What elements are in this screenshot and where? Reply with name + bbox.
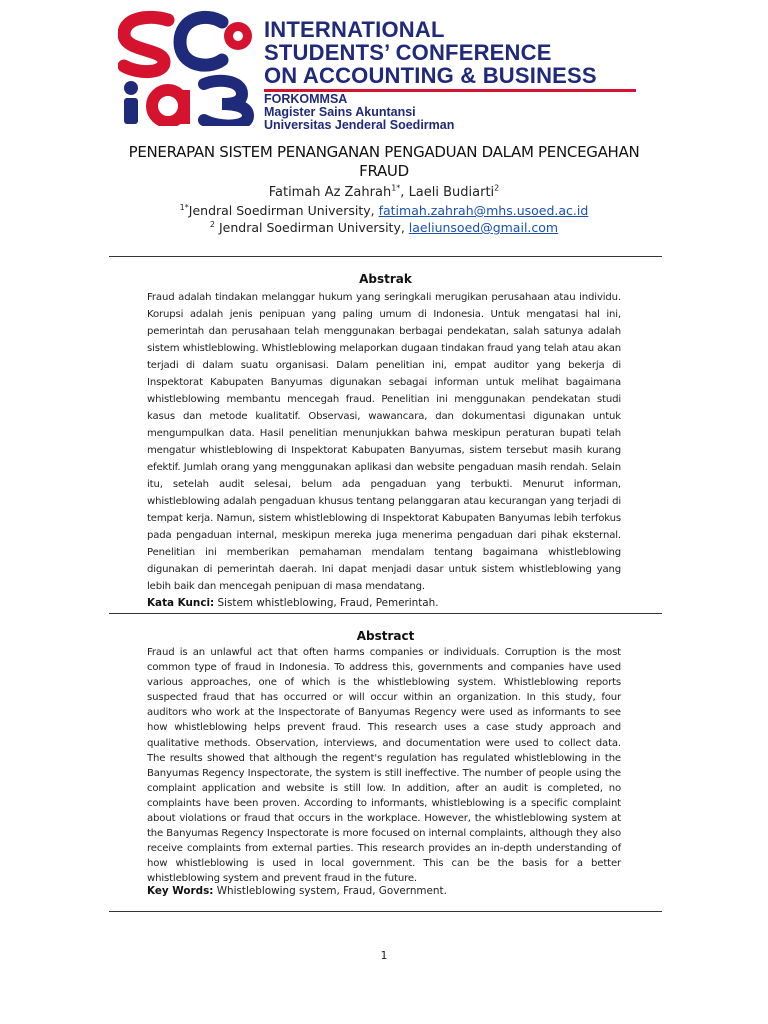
paper-title-block: [100, 143, 668, 236]
abstrak-keywords: [147, 596, 621, 610]
author-superscript: 2: [494, 183, 500, 193]
conference-title: [264, 18, 634, 87]
abstract-keywords: [147, 884, 621, 898]
author-email-link[interactable]: laeliunsoed@gmail.com: [408, 220, 559, 235]
affiliation-1: [100, 202, 668, 219]
conference-header: [118, 8, 638, 132]
iscab-logo: [118, 8, 258, 126]
conference-title-line-3: ON ACCOUNTING & BUSINESS: [264, 63, 597, 88]
organizer-line-2: Magister Sains Akuntansi: [264, 105, 416, 119]
keywords-label: Key Words:: [147, 885, 214, 897]
conference-organizer: [264, 93, 636, 132]
affiliation-text: Jendral Soedirman University,: [215, 220, 409, 235]
author-list: [100, 184, 668, 202]
affiliation-superscript: 1*: [179, 202, 189, 212]
affiliation-text: Jendral Soedirman University,: [188, 203, 379, 218]
abstrak-heading: Abstrak: [359, 272, 412, 286]
author-name: Laeli Budiarti: [408, 185, 495, 200]
conference-title-line-2: STUDENTS’ CONFERENCE: [264, 40, 552, 65]
abstract-heading: Abstract: [356, 629, 415, 643]
paper-title-line-1: PENERAPAN SISTEM PENANGANAN PENGADUAN DALAM PENCEGAHAN: [128, 143, 640, 161]
abstract-text: Fraud is an unlawful act that often harms companies or individuals. Corruption is the most common type of fraud in Indonesia. To address this, governments and companies have used various approaches, one of which is the whistleblowing system. Whistleblowing reports suspected fraud that has occurred or will occur within an organization. In this study, four auditors who work at the Inspectorate of Banyumas Regency were used as informants to see how whistleblowing helps prevent fraud. This research uses a case study approach and qualitative methods. Observation, interviews, and documentation were used to collect data. The results showed that although the regent's regulation has regulated whistleblowing in the Banyumas Regency Inspectorate, the system is still ineffective. The number of people using the complaint application and website is still low. In addition, after an audit is completed, no complaints have been proven. According to informants, whistleblowing is a specific complaint about violations or fraud that occurs in the workplace. However, the whistleblowing system at the Banyumas Regency Inspectorate is more focused on internal complaints, although they also receive complaints from external parties. This research provides an in-depth understanding of how whistleblowing is used in local government. This can be the basis for a better whistleblowing system and prevent fraud in the future.: [147, 647, 621, 885]
page-number: 1: [380, 949, 388, 962]
keywords-label: Kata Kunci:: [147, 597, 215, 609]
affiliation-2: [100, 219, 668, 236]
paper-title-line-2: FRAUD: [359, 162, 409, 180]
abstract-body: [147, 645, 621, 887]
abstrak-body: [147, 289, 621, 595]
keywords-value: Whistleblowing system, Fraud, Government.: [213, 885, 447, 897]
conference-title-line-1: INTERNATIONAL: [264, 17, 445, 42]
author-superscript: 1*: [391, 183, 401, 193]
paper-title: [100, 143, 668, 181]
organizer-line-1: FORKOMMSA: [264, 92, 348, 106]
affiliation-superscript: 2: [209, 219, 215, 229]
divider: [109, 256, 662, 257]
divider: [109, 911, 662, 912]
author-name: Fatimah Az Zahrah: [268, 185, 392, 200]
abstrak-text: Fraud adalah tindakan melanggar hukum yang seringkali merugikan perusahaan atau individu. Korupsi adalah jenis penipuan yang paling umum di Indonesia. Untuk mengatasi hal ini, pemerintah dan perusahaan telah menggunakan berbagai pendekatan, salah satunya adalah sistem whistleblowing. Whistleblowing melaporkan dugaan tindakan fraud yang telah atau akan terjadi di dalam suatu organisasi. Dalam penelitian ini, empat auditor yang bekerja di Inspektorat Kabupaten Banyumas digunakan sebagai informan untuk melihat bagaimana whistleblowing membantu mencegah fraud. Penelitian ini menggunakan pendekatan studi kasus dan metode kualitatif. Observasi, wawancara, dan dokumentasi digunakan untuk mengumpulkan data. Hasil penelitian menunjukkan bahwa meskipun peraturan bupati telah mengatur whistleblowing di Inspektorat Kabupaten Banyumas, sistem tersebut masih kurang efektif. Jumlah orang yang menggunakan aplikasi dan website pengaduan masih rendah. Selain itu, setelah audit selesai, belum ada pengaduan yang terbukti. Menurut informan, whistleblowing adalah pengaduan khusus tentang pelanggaran atau kecurangan yang terjadi di tempat kerja. Namun, sistem whistleblowing di Inspektorat Kabupaten Banyumas lebih terfokus pada pengaduan internal, meskipun mereka juga menerima pengaduan dari pihak eksternal. Penelitian ini memberikan pemahaman mendalam tentang bagaimana whistleblowing digunakan di pemerintah daerah. Ini dapat menjadi dasar untuk sistem whistleblowing yang lebih baik dan mencegah penipuan di masa mendatang.: [147, 292, 621, 592]
author-email-link[interactable]: fatimah.zahrah@mhs.usoed.ac.id: [378, 203, 589, 218]
author-separator: ,: [400, 185, 409, 200]
keywords-value: Sistem whistleblowing, Fraud, Pemerintah.: [214, 597, 439, 609]
organizer-line-3: Universitas Jenderal Soedirman: [264, 118, 455, 132]
divider: [109, 613, 662, 614]
